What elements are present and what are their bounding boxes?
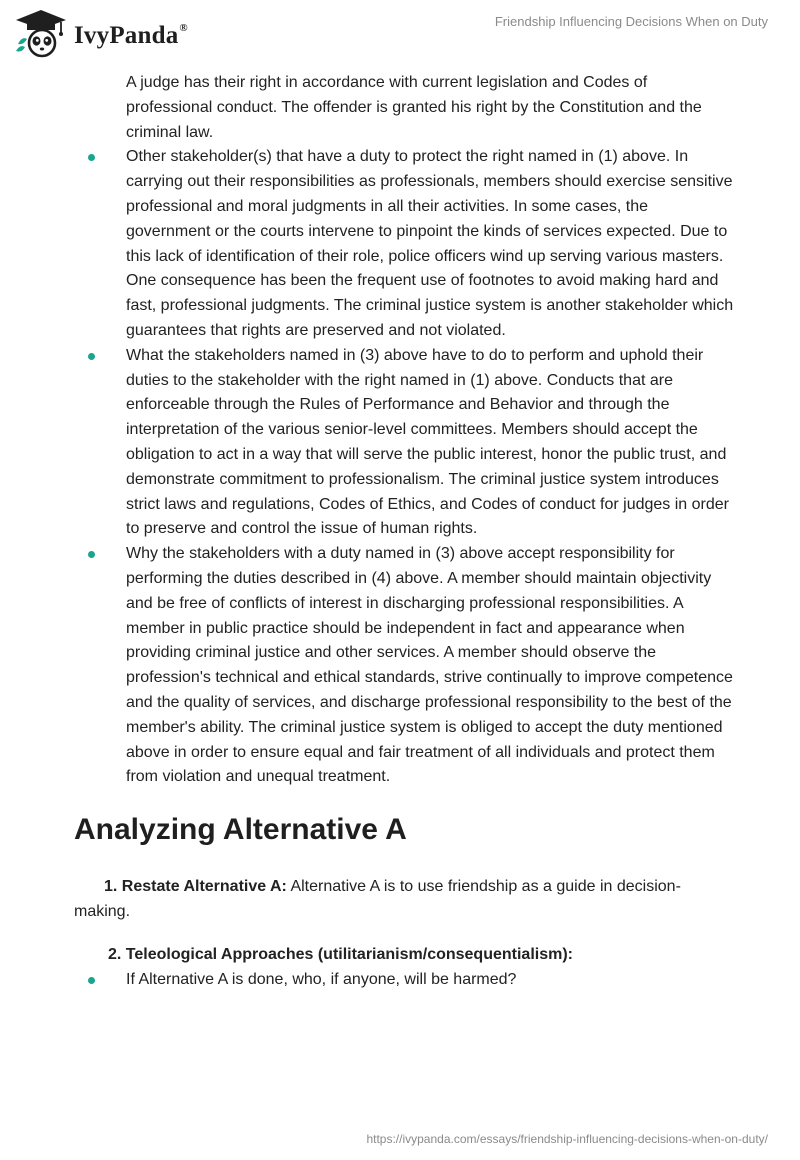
bullet-dot-icon bbox=[88, 353, 95, 360]
item-label: 1. Restate Alternative A: bbox=[104, 878, 287, 896]
teleological-item: 2. Teleological Approaches (utilitarianism/consequentialism): bbox=[108, 945, 573, 963]
bullet-dot-icon bbox=[88, 551, 95, 558]
question-list bbox=[74, 968, 734, 993]
section-heading: Analyzing Alternative A bbox=[74, 813, 407, 847]
stakeholder-list bbox=[74, 145, 734, 790]
panda-graduate-icon bbox=[14, 8, 68, 58]
page-header bbox=[0, 0, 800, 68]
bullet-dot-icon bbox=[88, 154, 95, 161]
logo-text: IvyPanda® bbox=[74, 22, 188, 49]
item-text: Alternative A is to use friendship as a guide in decision-making. bbox=[74, 878, 681, 920]
continued-paragraph: A judge has their right in accordance with current legislation and Codes of professional conduct. The offender is granted his right by the Constitution and the criminal law. bbox=[126, 74, 702, 141]
ivypanda-logo[interactable] bbox=[14, 8, 188, 58]
source-url-link[interactable]: https://ivypanda.com/essays/friendship-influencing-decisions-when-on-duty/ bbox=[366, 1132, 768, 1146]
bullet-dot-icon bbox=[88, 977, 95, 984]
list-item: Why the stakeholders with a duty named in (3) above accept responsibility for performing the duties described in (4) above. A member should maintain objectivity and be free of conflicts of interest in discharging professional responsibilities. A member in public practice should be independent in fact and appearance when providing criminal justice and other services. A member should observe the profession's technical and ethical standards, strive continually to improve competence and the quality of services, and discharge professional responsibility to the best of the member's ability. The criminal justice system is obliged to accept the duty mentioned above in order to ensure equal and fair treatment of all individuals and protect them from violation and unequal treatment. bbox=[74, 542, 734, 790]
list-item: Other stakeholder(s) that have a duty to protect the right named in (1) above. In carrying out their responsibilities as professionals, members should exercise sensitive professional and moral judgments in all their activities. In some cases, the government or the courts intervene to pinpoint the kinds of services expected. Due to this lack of identification of their role, police officers wind up serving various masters. One consequence has been the frequent use of footnotes to avoid making hard and fast, professional judgments. The criminal justice system is another stakeholder which guarantees that rights are preserved and not violated. bbox=[74, 145, 734, 343]
list-item: What the stakeholders named in (3) above have to do to perform and uphold their duties to the stakeholder with the right named in (1) above. Conducts that are enforceable through the Rules of Performance and Behavior and through the interpretation of the various senior-level committees. Members should accept the obligation to act in a way that will serve the public interest, honor the public trust, and demonstrate commitment to professionalism. The criminal justice system introduces strict laws and regulations, Codes of Ethics, and Codes of conduct for judges in order to preserve and control the issue of human rights. bbox=[74, 344, 734, 542]
document-title: Friendship Influencing Decisions When on Duty bbox=[494, 14, 768, 29]
restate-alternative-item bbox=[74, 875, 734, 925]
list-item: If Alternative A is done, who, if anyone, will be harmed? bbox=[74, 968, 734, 993]
essay-content bbox=[74, 71, 734, 992]
